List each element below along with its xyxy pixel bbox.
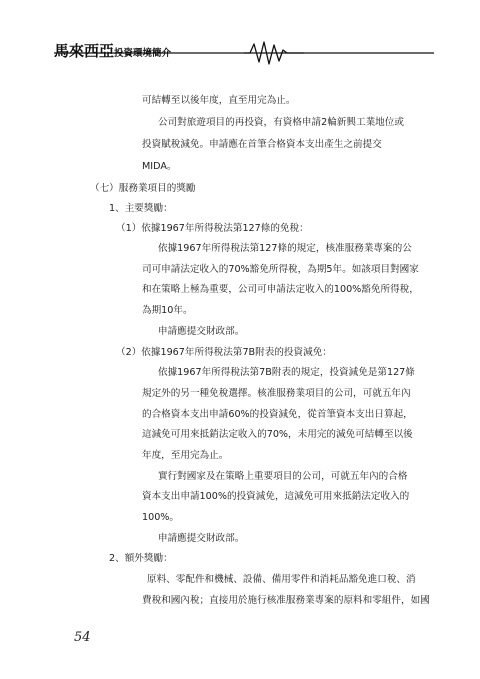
text-line: 申請應提交財政部。 <box>158 533 245 544</box>
item-heading: （1）依據1967年所得稅法第127條的免稅： <box>116 223 309 234</box>
text-line: 原料、零配件和機械、設備、備用零件和消耗品豁免進口稅、消 <box>147 574 416 585</box>
text-line: MIDA。 <box>142 161 177 172</box>
text-line: 規定外的另一種免稅選擇。核准服務業項目的公司，可就五年內 <box>142 388 411 399</box>
header-title-main: 馬來西亞 <box>54 42 115 60</box>
text-line: 投資賦稅減免。申請應在首筆合格資本支出產生之前提交 <box>142 139 382 150</box>
text-line: 資本支出申請100%的投資減免，這減免可用來抵銷法定收入的 <box>142 491 410 502</box>
text-line: 申請應提交財政部。 <box>158 326 245 337</box>
text-line: 公司對旅遊項目的再投資，有資格申請2輪新興工業地位或 <box>158 117 404 128</box>
page-number: 54 <box>74 630 91 645</box>
subsection-heading: 1、主要獎勵： <box>109 203 173 214</box>
item-heading: （2）依據1967年所得稅法第7B附表的投資減免： <box>116 347 332 358</box>
text-line: 依據1967年所得稅法第127條的規定，核准服務業專案的公 <box>158 243 412 254</box>
header-title-sub: 投資環境簡介 <box>114 48 172 59</box>
text-line: 費稅和國內稅；直接用於施行核准服務業專案的原料和零組件，如國 <box>142 595 430 606</box>
heartbeat-line-icon <box>54 36 434 68</box>
running-header <box>54 36 434 68</box>
text-line: 司可申請法定收入的70%豁免所得稅，為期5年。如該項目對國家 <box>142 264 419 275</box>
text-line: 為期10年。 <box>142 305 193 316</box>
text-line: 這減免可用來抵銷法定收入的70%，未用完的減免可結轉至以後 <box>142 429 413 440</box>
text-line: 年度，至用完為止。 <box>142 450 229 461</box>
text-line: 實行對國家及在策略上重要項目的公司，可就五年內的合格 <box>158 471 408 482</box>
text-line: 和在策略上極為重要，公司可申請法定收入的100%豁免所得稅， <box>142 284 419 295</box>
subsection-heading: 2、額外獎勵： <box>109 553 173 564</box>
text-line: 100%。 <box>142 512 180 523</box>
text-line: 依據1967年所得稅法第7B附表的規定，投資減免是第127條 <box>158 367 415 378</box>
text-line: 可結轉至以後年度，直至用完為止。 <box>142 95 296 106</box>
text-line: 的合格資本支出申請60%的投資減免，從首筆資本支出日算起， <box>142 409 413 420</box>
section-heading: （七）服務業項目的獎勵 <box>90 183 196 194</box>
